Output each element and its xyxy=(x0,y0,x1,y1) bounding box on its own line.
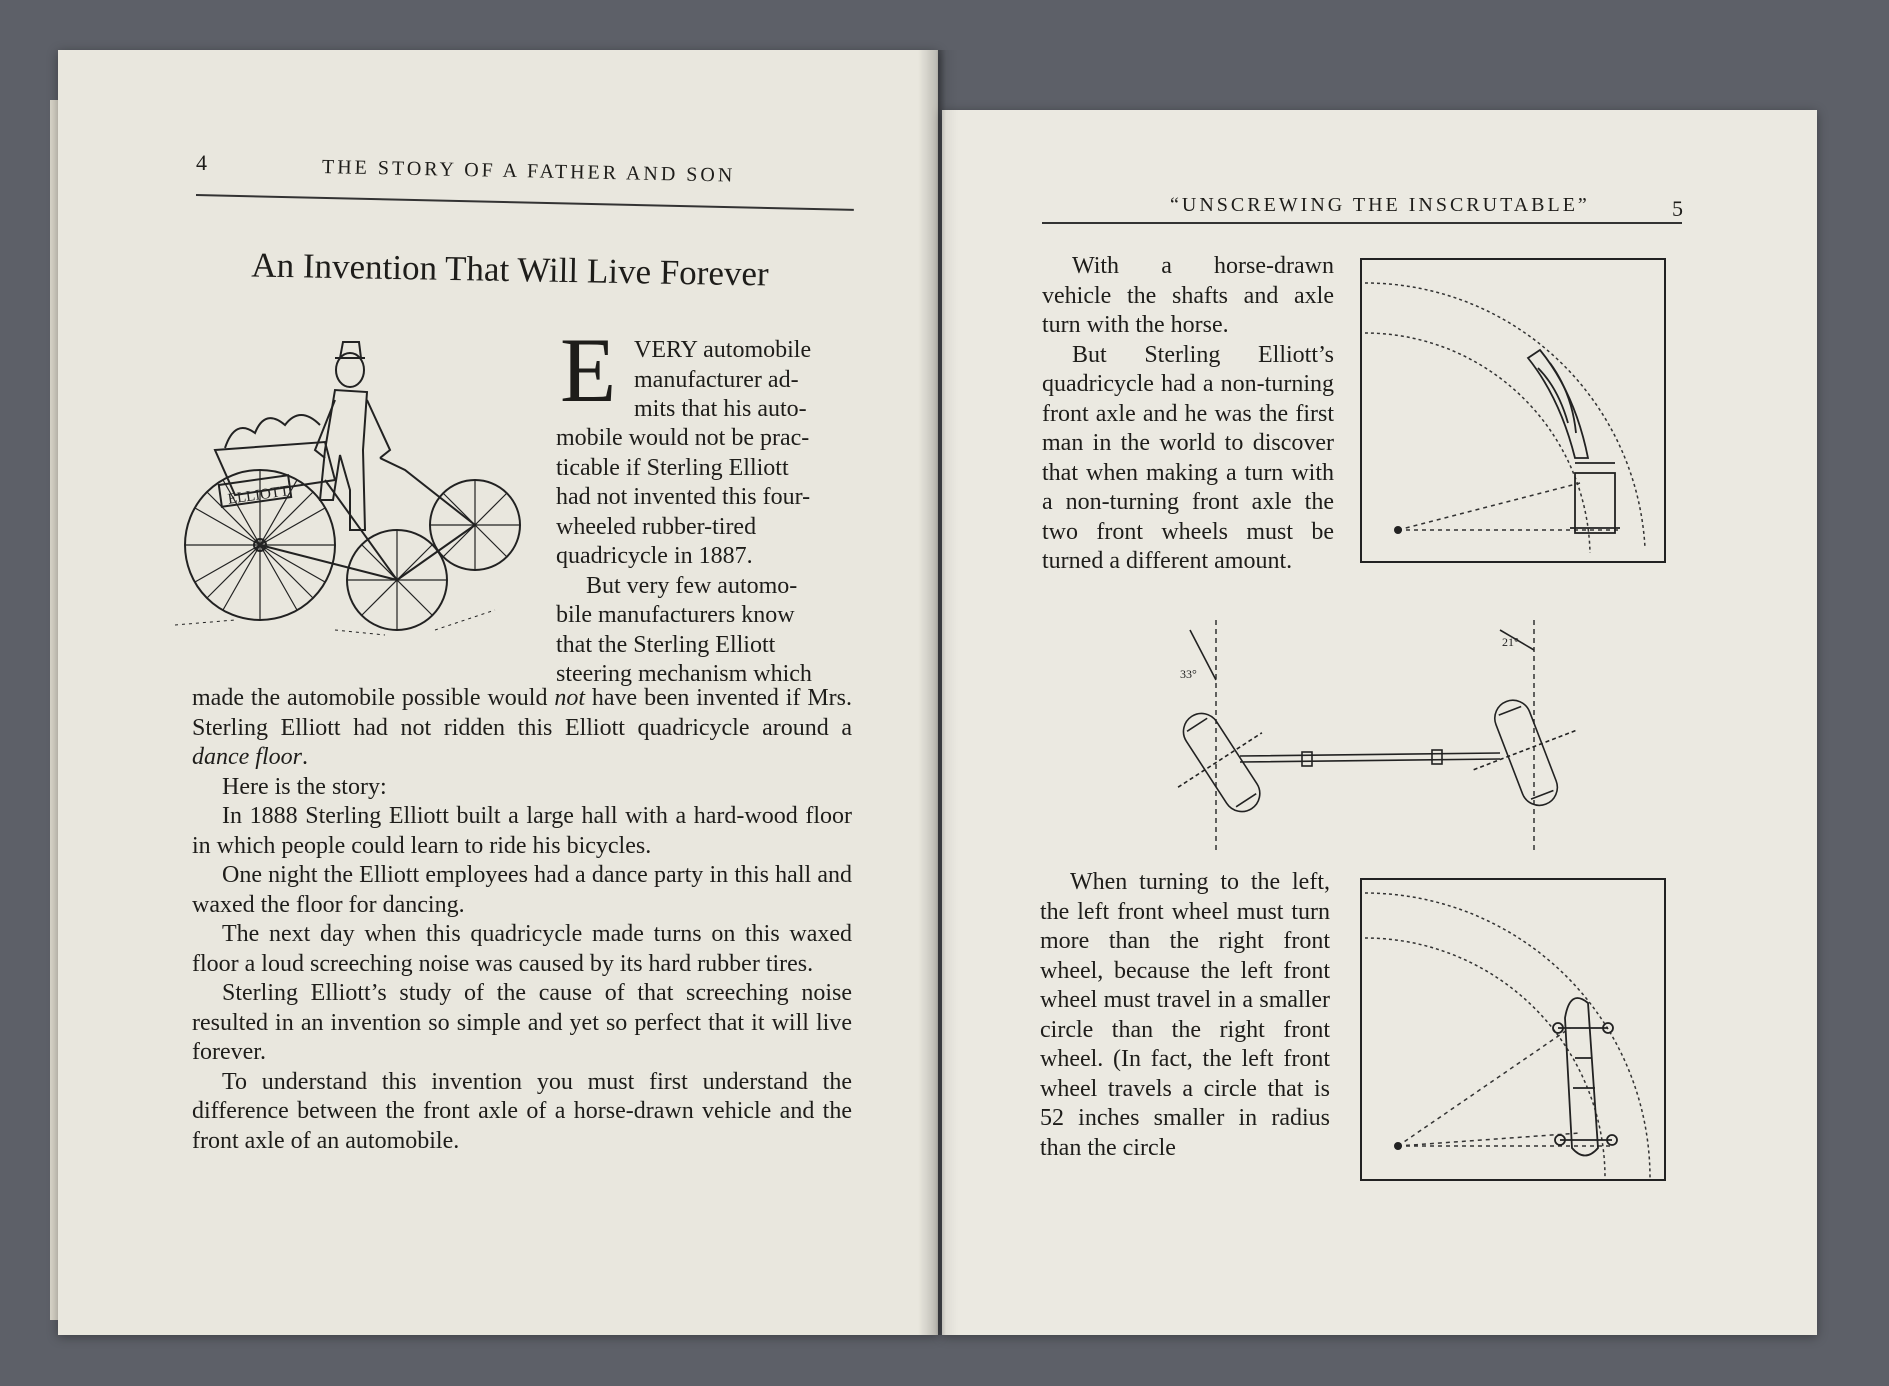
para1-line: ticable if Sterling Elliott xyxy=(556,454,789,481)
right-wheel-angle-label: 21° xyxy=(1502,635,1519,649)
axle-steering-diagram xyxy=(1150,620,1590,850)
left-page-number: 4 xyxy=(196,150,207,175)
paragraph: The next day when this quadricycle made turns on this waxed floor a loud screeching noise was caused by its hard rubber tires. xyxy=(192,921,852,977)
paragraph: In 1888 Sterling Elliott built a large hall with a hard-wood floor in which people could learn to ride his bicycles. xyxy=(192,803,852,859)
para1-line: VERY automobile xyxy=(634,337,812,363)
paragraph: Here is the story: xyxy=(222,773,387,800)
right-running-head: “UNSCREWING THE INSCRUTABLE” xyxy=(1170,194,1590,216)
para1-line: mits that his auto- xyxy=(634,396,807,422)
paragraph-continuation: made the automobile possible would not have been invented if Mrs. Sterling Elliott had not ridden this Elliott quadricycle around a dance floor. xyxy=(192,685,852,770)
left-wheel-angle-label: 33° xyxy=(1180,667,1197,681)
para1-indented-bottom xyxy=(556,424,856,690)
para1-line: wheeled rubber-tired xyxy=(556,513,757,540)
para2-line: But very few automo- xyxy=(586,572,798,599)
para1-line: quadricycle in 1887. xyxy=(556,543,753,569)
quadricycle-illustration xyxy=(175,330,525,670)
right-text-block-1 xyxy=(1042,252,1334,577)
horse-vehicle-turn-diagram xyxy=(1360,258,1666,563)
right-header-rule xyxy=(1042,222,1682,224)
paragraph: To understand this invention you must first understand the difference between the front axle of a horse-drawn vehicle and the front axle of an automobile. xyxy=(192,1068,852,1154)
book-gutter-shadow xyxy=(918,50,958,1335)
right-text-block-2 xyxy=(1040,868,1330,1163)
para2-line: steering mechanism which xyxy=(556,661,812,687)
right-page-number: 5 xyxy=(1672,196,1683,221)
paragraph: With a horse-drawn vehicle the shafts and axle turn with the horse. xyxy=(1042,253,1334,338)
paragraph: But Sterling Elliott’s quadricycle had a non-turning front axle and he was the first man in the world to discover that when making a turn with a non-turning front axle the two front wheels must be turned a different amount. xyxy=(1042,341,1334,574)
chapter-title: An Invention That Will Live Forever xyxy=(251,245,769,294)
para1-line: mobile would not be prac- xyxy=(556,425,810,451)
paragraph: Sterling Elliott’s study of the cause of that screeching noise resulted in an invention so simple and yet so perfect that it will live forever. xyxy=(192,980,852,1065)
para1-indented-top xyxy=(634,336,856,425)
para2-line: that the Sterling Elliott xyxy=(556,631,776,658)
para1-line: manufacturer ad- xyxy=(634,366,799,393)
left-running-head: THE STORY OF A FATHER AND SON xyxy=(321,156,736,187)
para1-line: had not invented this four- xyxy=(556,484,811,510)
drop-cap: E xyxy=(560,319,617,421)
automobile-turn-diagram xyxy=(1360,878,1666,1181)
left-body-text xyxy=(192,684,852,1156)
para2-line: bile manufacturers know xyxy=(556,602,795,628)
illustration-sign: ELLIOTT xyxy=(226,483,291,508)
paragraph: When turning to the left, the left front wheel must turn more than the right front wheel, because the left front wheel must travel in a smaller circle than the right front wheel. (In fact, the left front wheel travels a circle that is 52 inches smaller in radius than the circle xyxy=(1040,869,1330,1161)
paragraph: One night the Elliott employees had a dance party in this hall and waxed the floor for dancing. xyxy=(192,862,852,918)
